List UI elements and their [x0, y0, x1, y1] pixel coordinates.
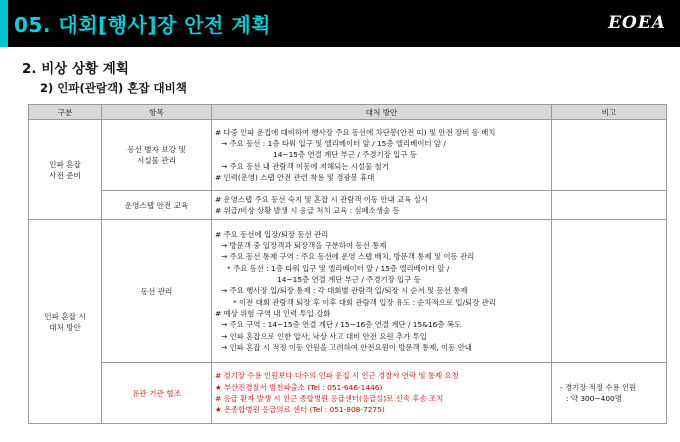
- brand-logo: EOEA: [608, 13, 666, 33]
- measures-cell: [212, 220, 552, 363]
- item-label: 운영스탭 안전 교육: [124, 200, 189, 210]
- title-bar: [0, 0, 680, 47]
- header-measures: 대처 방안: [212, 105, 552, 120]
- measure-line: → 주요 동선 통제 구역 : 주요 동선에 운영 스탭 배치, 방문객 통제 및 이동 관리: [221, 252, 475, 262]
- table-row: [29, 363, 667, 424]
- measure-line: # 운영스탭 주요 동선 숙지 및 혼잡 시 관람객 이동 안내 교육 실시: [215, 194, 428, 204]
- measure-line: → 인파 혼잡 시 적정 이동 인원을 고려하여 안전요원이 방문객 통제, 이동 안내: [221, 342, 472, 352]
- measure-line: * 주요 동선 : 1층 타워 입구 및 엘리베이터 앞 / 15층 엘리베이터 앞 /: [227, 263, 450, 273]
- measure-line: # 인력(운영) 스탭 안전 관련 착용 및 경광봉 휴대: [215, 172, 375, 182]
- measure-line: # 위급/비상 상황 발생 시 응급 처치 교육 : 심폐소생술 등: [215, 206, 400, 215]
- remarks-cell: [552, 191, 667, 220]
- header-item: 항목: [102, 105, 212, 120]
- measures-cell: [212, 120, 552, 191]
- category-cell: [29, 120, 102, 220]
- category-label: 인파 혼잡 시 대처 방안: [44, 311, 86, 332]
- header-category: 구분: [29, 105, 102, 120]
- measure-line: # 주요 동선에 입장/퇴장 동선 관리: [215, 229, 329, 239]
- item-label: 동선 별자 보강 및 시설물 관리: [127, 145, 186, 165]
- item-cell: [102, 363, 212, 424]
- measure-line: → 주요 동선 내 관람객 이동에 저해되는 시설물 철거: [221, 161, 389, 171]
- measure-line: # 경기장 수용 인원보다 다수의 인파 운집 시 인근 경찰서 연락 및 통제 요청: [215, 371, 459, 381]
- item-cell: [102, 220, 212, 363]
- measures-cell: [212, 191, 552, 220]
- category-label: 인파 혼잡 사전 준비: [49, 159, 81, 180]
- item-label: 동선 관리: [140, 286, 173, 296]
- table-row: [29, 120, 667, 191]
- measure-line: # 응급 환자 발생 시 인근 종합병원 응급센터(응급실)로 신속 후송 조치: [215, 394, 444, 403]
- table-row: [29, 191, 667, 220]
- remark-line: : 약 300~400명: [566, 394, 622, 403]
- measure-line: # 다중 인파 운집에 대비하여 행사장 주요 동선에 차단봉(안전 띠) 및 안전 장비 등 배치: [215, 127, 496, 137]
- measure-line: 14~15층 연결 계단 부근 / 주경기장 입구 등: [273, 150, 417, 160]
- table-header-row: [29, 105, 667, 120]
- item-cell: [102, 120, 212, 191]
- measure-line: → 주요 구역 : 14~15층 연결 계단 / 15~16층 연결 계단 / 15&16층 복도: [221, 320, 462, 330]
- measure-line: → 주요 행사장 입/퇴장 통제 : 각 대회별 관람객 입/퇴장 시 순서 및 동선 통제: [221, 286, 468, 296]
- measure-line: ★ 부산진경찰서 범천파출소 (Tel : 051-646-1446): [215, 382, 383, 392]
- subsection-title: 2) 인파(관람객) 혼잡 대비책: [40, 81, 187, 95]
- section-title: 2. 비상 상황 계획: [22, 61, 129, 77]
- table-row: [29, 220, 667, 363]
- item-cell: [102, 191, 212, 220]
- measure-line: ★ 온종합병원 응급의료 센터 (Tel : 051-808-7275): [215, 405, 385, 415]
- page-title: 05. 대회[행사]장 안전 계획: [14, 13, 271, 37]
- crowd-plan-table: [28, 104, 667, 424]
- remarks-cell: [552, 363, 667, 424]
- remarks-cell: [552, 120, 667, 191]
- measures-cell: [212, 363, 552, 424]
- remarks-cell: [552, 220, 667, 363]
- header-remarks: 비고: [552, 105, 667, 120]
- category-cell: [29, 220, 102, 424]
- item-label: 유관 기관 협조: [132, 388, 181, 398]
- measure-line: * 이전 대회 관람객 퇴장 후 이후 대회 관람객 입장 유도 : 순차적으로 입/퇴장 관리: [233, 297, 496, 307]
- measure-line: # 예상 위험 구역 내 인력 투입 강화: [215, 308, 331, 318]
- measure-line: 14~15층 연결 계단 부근 / 주경기장 입구 등: [277, 275, 421, 285]
- measure-line: → 주요 동선 : 1층 타워 입구 및 엘리베이터 앞 / 15층 엘리베이터 앞 /: [221, 139, 446, 149]
- measure-line: → 방문객 중 입장객과 퇴장객을 구분하여 동선 통제: [221, 241, 387, 251]
- remark-line: - 경기장 적정 수용 인원: [560, 382, 637, 392]
- measure-line: → 인파 혼잡으로 인한 압사, 낙상 사고 대비 안전 요원 추가 투입: [221, 331, 427, 341]
- title-accent-stripe: [0, 0, 8, 47]
